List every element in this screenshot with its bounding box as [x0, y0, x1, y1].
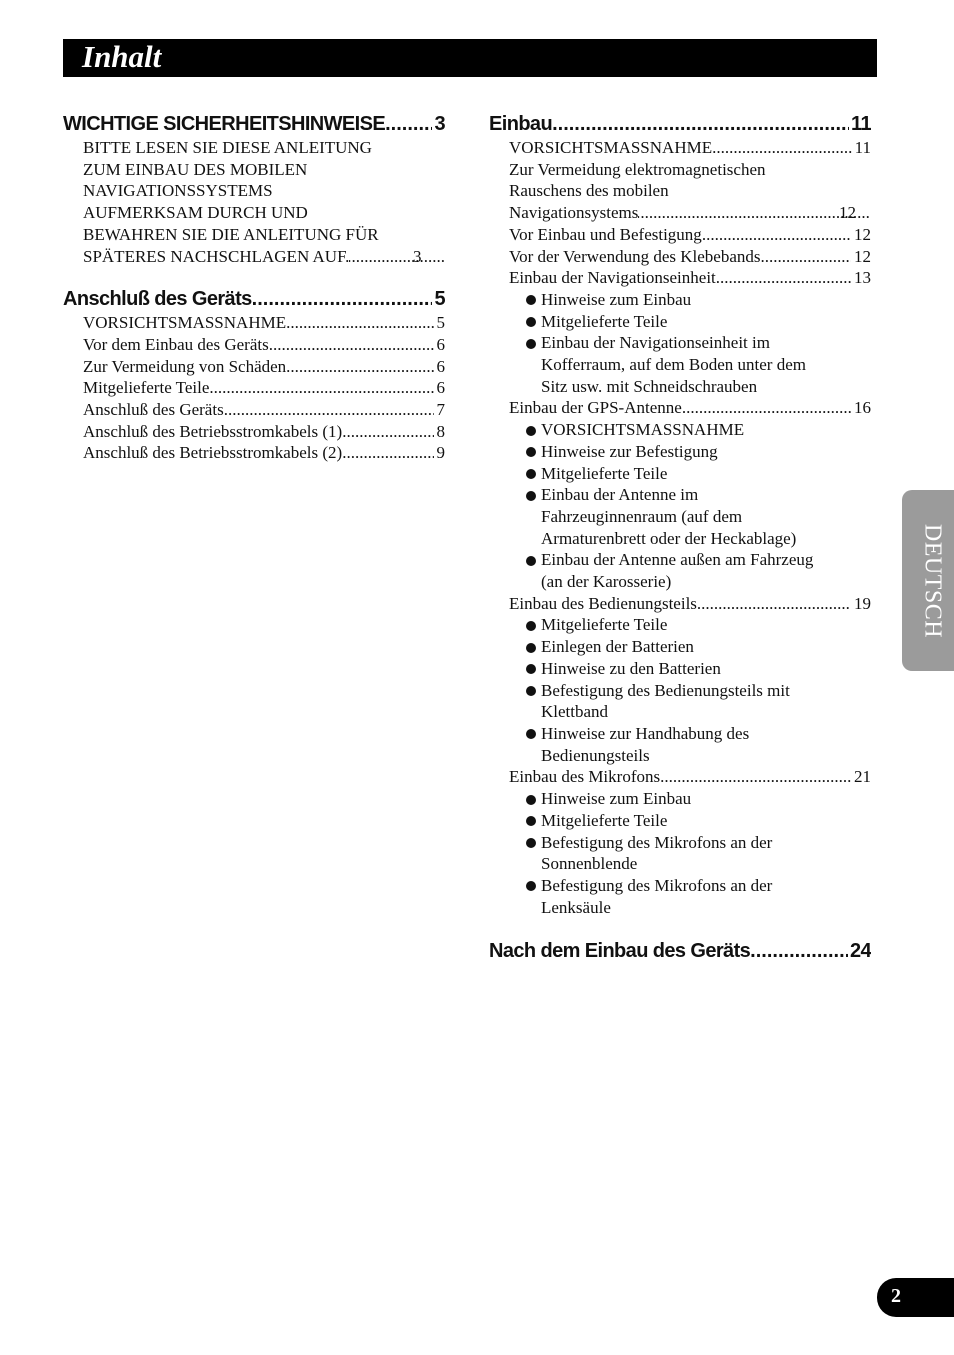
toc-bullet-item[interactable] — [489, 441, 871, 463]
bullet-line: (an der Karosserie) — [541, 572, 672, 592]
toc-entry[interactable] — [63, 442, 445, 464]
entry-page: 16 — [854, 398, 871, 418]
bullet-icon — [526, 643, 536, 653]
dot-leader — [760, 246, 851, 268]
bullet-line: Mitgelieferte Teile — [541, 810, 668, 830]
dot-leader — [697, 593, 851, 615]
entry-text: Anschluß des Geräts — [83, 400, 224, 420]
bullet-line: Klettband — [541, 702, 609, 722]
bullet-line: Einlegen der Batterien — [541, 637, 694, 657]
section-page: 11 — [851, 113, 871, 135]
dot-leader — [385, 111, 432, 137]
entry-page: 12 — [854, 246, 871, 266]
bullet-icon — [526, 491, 536, 501]
entry-page: 13 — [854, 268, 871, 288]
dot-leader — [269, 334, 434, 356]
toc-section-einbau[interactable] — [489, 111, 871, 137]
toc-column-left — [63, 111, 445, 464]
dot-leader — [712, 137, 852, 159]
entry-page: 6 — [436, 378, 445, 398]
toc-entry[interactable] — [489, 137, 871, 159]
bullet-line: VORSICHTSMASSNAHME — [541, 420, 745, 440]
dot-leader — [286, 312, 433, 334]
entry-last-line: Navigationsystems ..... 12 — [541, 202, 871, 224]
toc-entry-elektromagnetisch[interactable] — [489, 159, 871, 224]
toc-entry[interactable] — [63, 356, 445, 378]
dot-leader — [224, 399, 434, 421]
dot-leader — [209, 377, 433, 399]
toc-bullet-item[interactable] — [489, 484, 871, 549]
section-title: Einbau — [489, 113, 553, 135]
entry-page: 21 — [854, 767, 871, 787]
dot-leader — [252, 286, 433, 312]
dot-leader — [349, 246, 445, 268]
bullet-line: Bedienungsteils — [541, 745, 650, 765]
bullet-icon — [526, 426, 536, 436]
bullet-icon — [526, 317, 536, 327]
toc-entry[interactable] — [63, 334, 445, 356]
dot-leader — [552, 111, 849, 137]
toc-column-right — [489, 111, 871, 964]
page-title: Inhalt — [82, 39, 162, 74]
entry-text: VORSICHTSMASSNAHME — [83, 313, 287, 333]
entry-page: 12 — [854, 224, 871, 244]
entry-line: AUFMERKSAM DURCH UND — [83, 203, 308, 223]
bullet-icon — [526, 447, 536, 457]
entry-text: Anschluß des Betriebsstromkabels (2) — [83, 443, 343, 463]
bullet-icon — [526, 881, 536, 891]
language-tab-label: DEUTSCH — [919, 523, 946, 638]
toc-bullet-item[interactable] — [489, 658, 871, 680]
entry-text: Einbau des Bedienungsteils — [509, 593, 697, 613]
entry-line: Zur Vermeidung elektromagnetischen — [509, 159, 766, 179]
toc-section-anschluss[interactable] — [63, 286, 445, 312]
section-page: 3 — [434, 113, 445, 135]
bullet-icon — [526, 556, 536, 566]
toc-entry[interactable] — [63, 312, 445, 334]
entry-text: Einbau der Navigationseinheit — [509, 268, 716, 288]
toc-section-nach-dem-einbau[interactable] — [489, 938, 871, 964]
entry-text: Anschluß des Betriebsstromkabels (1) — [83, 421, 343, 441]
toc-bullet-item[interactable] — [489, 875, 871, 918]
entry-page: 11 — [854, 138, 871, 157]
bullet-line: Hinweise zur Befestigung — [541, 441, 718, 461]
language-tab[interactable] — [902, 490, 954, 671]
dot-leader — [286, 356, 433, 378]
section-page: 24 — [849, 940, 871, 963]
entry-line: NAVIGATIONSSYSTEMS — [83, 181, 273, 201]
entry-page: 6 — [436, 356, 445, 376]
toc-entry[interactable] — [489, 766, 871, 788]
entry-line: Rauschens des mobilen — [509, 181, 669, 201]
bullet-icon — [526, 816, 536, 826]
entry-page: 19 — [854, 593, 871, 613]
section-title: WICHTIGE SICHERHEITSHINWEISE — [63, 113, 386, 135]
page-number-badge — [877, 1278, 954, 1317]
entry-text: Vor der Verwendung des Klebebands — [509, 246, 761, 266]
bullet-line: Befestigung des Mikrofons an der — [541, 875, 773, 895]
entry-text: VORSICHTSMASSNAHME — [509, 138, 713, 157]
toc-entry[interactable] — [489, 593, 871, 615]
toc-entry[interactable] — [63, 421, 445, 443]
bullet-line: Kofferraum, auf dem Boden unter dem — [541, 355, 806, 375]
bullet-line: Fahrzeuginnenraum (auf dem — [541, 506, 743, 526]
toc-bullet-item[interactable] — [489, 549, 871, 592]
dot-leader — [702, 224, 851, 246]
bullet-line: Befestigung des Mikrofons an der — [541, 832, 773, 852]
section-title: Nach dem Einbau des Geräts — [489, 940, 751, 963]
toc-entry-bitte-lesen[interactable] — [63, 137, 445, 267]
dot-leader — [660, 766, 851, 788]
toc-entry[interactable] — [489, 397, 871, 419]
bullet-icon — [526, 621, 536, 631]
section-page: 5 — [434, 288, 445, 311]
bullet-line: Hinweise zu den Batterien — [541, 658, 721, 678]
entry-page: 7 — [436, 400, 445, 420]
toc-entry[interactable] — [489, 224, 871, 246]
bullet-icon — [526, 664, 536, 674]
dot-leader — [638, 202, 871, 224]
entry-page: 5 — [436, 313, 445, 333]
bullet-icon — [526, 838, 536, 848]
toc-entry[interactable] — [63, 399, 445, 421]
toc-bullet-item[interactable] — [489, 311, 871, 333]
entry-page: 6 — [436, 334, 445, 354]
entry-line: SPÄTERES NACHSCHLAGEN AUF. — [83, 246, 350, 266]
dot-leader — [342, 442, 433, 464]
dot-leader — [342, 421, 433, 443]
dot-leader — [716, 267, 851, 289]
bullet-line: Hinweise zum Einbau — [541, 789, 692, 809]
toc-bullet-item[interactable] — [489, 463, 871, 485]
bullet-line: Einbau der Antenne außen am Fahrzeug — [541, 550, 814, 570]
bullet-icon — [526, 795, 536, 805]
toc-entry[interactable] — [489, 246, 871, 268]
toc-bullet-item[interactable] — [489, 289, 871, 311]
toc-section-sicherheitshinweise[interactable] — [63, 111, 445, 137]
toc-entry[interactable] — [489, 267, 871, 289]
title-bar — [63, 39, 877, 77]
entry-page: 9 — [436, 443, 445, 463]
bullet-line: Armaturenbrett oder der Heckablage) — [541, 528, 797, 548]
bullet-line: Mitgelieferte Teile — [541, 463, 668, 483]
entry-text: Vor Einbau und Befestigung — [509, 224, 702, 244]
toc-bullet-item[interactable] — [489, 614, 871, 636]
entry-text: Zur Vermeidung von Schäden — [83, 356, 287, 376]
toc-entry[interactable] — [63, 377, 445, 399]
entry-text: Einbau der GPS-Antenne — [509, 398, 682, 418]
entry-line: BITTE LESEN SIE DIESE ANLEITUNG — [83, 138, 372, 157]
bullet-icon — [526, 469, 536, 479]
bullet-icon — [526, 686, 536, 696]
toc-bullet-item[interactable] — [489, 332, 871, 397]
bullet-line: Hinweise zum Einbau — [541, 289, 692, 309]
entry-line: Navigationsystems — [509, 203, 639, 223]
page-number: 2 — [891, 1285, 901, 1307]
toc-bullet-item[interactable] — [489, 636, 871, 658]
entry-line: ZUM EINBAU DES MOBILEN — [83, 159, 308, 179]
entry-page: 8 — [436, 421, 445, 441]
toc-bullet-item[interactable] — [489, 723, 871, 766]
toc-bullet-item[interactable] — [489, 810, 871, 832]
bullet-line: Einbau der Antenne im — [541, 485, 699, 505]
bullet-line: Sonnenblende — [541, 854, 638, 874]
entry-text: Mitgelieferte Teile — [83, 378, 210, 398]
bullet-line: Befestigung des Bedienungsteils mit — [541, 680, 790, 700]
bullet-line: Einbau der Navigationseinheit im — [541, 333, 770, 353]
bullet-icon — [526, 295, 536, 305]
entry-text: Vor dem Einbau des Geräts — [83, 334, 269, 354]
bullet-line: Hinweise zur Handhabung des — [541, 723, 750, 743]
entry-text: Einbau des Mikrofons — [509, 767, 661, 787]
section-title: Anschluß des Geräts — [63, 288, 252, 311]
bullet-line: Lenksäule — [541, 897, 611, 917]
bullet-icon — [526, 339, 536, 349]
dot-leader — [682, 397, 851, 419]
toc-bullet-item[interactable] — [489, 419, 871, 441]
toc-bullet-item[interactable] — [489, 680, 871, 723]
entry-line: BEWAHREN SIE DIE ANLEITUNG FÜR — [83, 224, 379, 244]
dot-leader — [750, 938, 848, 964]
bullet-line: Sitz usw. mit Schneidschrauben — [541, 376, 758, 396]
toc-bullet-item[interactable] — [489, 832, 871, 875]
bullet-icon — [526, 729, 536, 739]
bullet-line: Mitgelieferte Teile — [541, 615, 668, 635]
bullet-line: Mitgelieferte Teile — [541, 311, 668, 331]
toc-bullet-item[interactable] — [489, 788, 871, 810]
entry-last-line: SPÄTERES NACHSCHLAGEN AUF. ..... 3 — [115, 246, 445, 268]
